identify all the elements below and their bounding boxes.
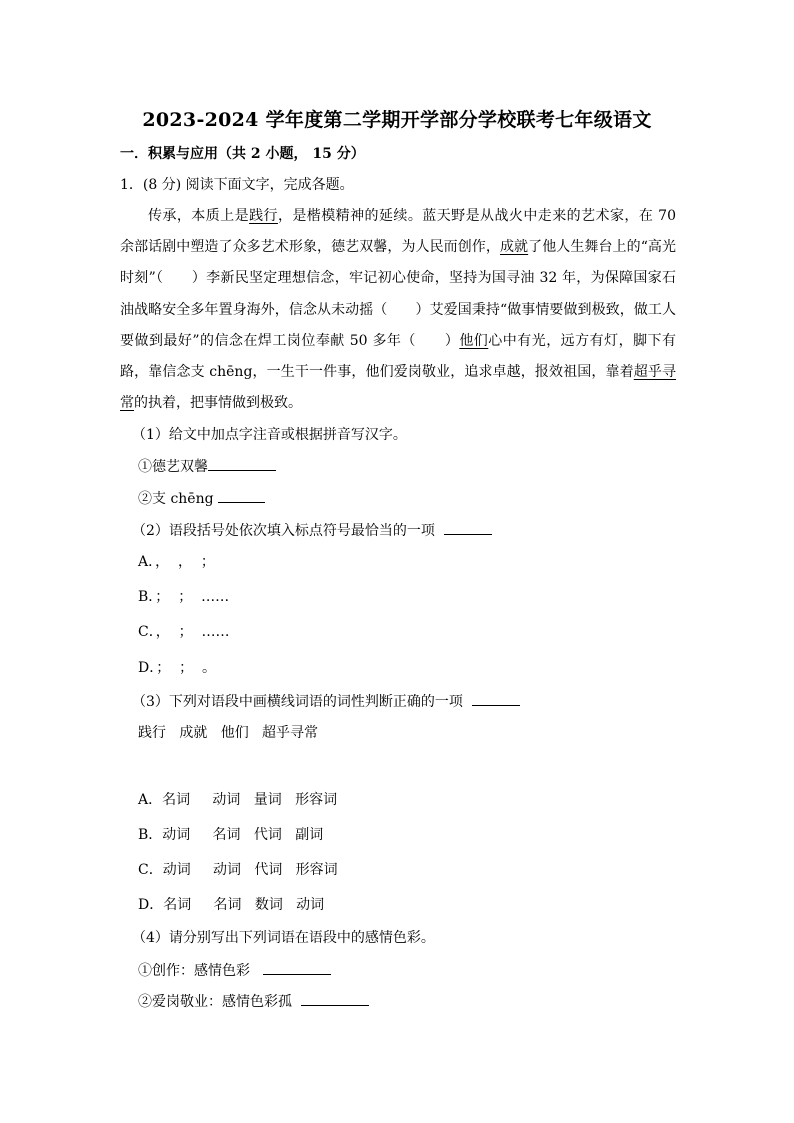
answer-blank[interactable] [301,991,369,1006]
option-a: A．， ， ； [138,554,215,570]
item-label: ②爱岗敬业：感情色彩孤 [138,994,292,1010]
question-1-head: 1．(8 分) 阅读下面文字，完成各题。 [120,177,354,193]
option-c: C．动词 动词 代词 形容词 [138,862,338,878]
underlined-word: 超乎寻常 [120,364,677,412]
sub-question-2-prompt [132,520,492,541]
option-d: D．名词 名词 数词 动词 [138,897,325,913]
answer-blank[interactable] [444,520,492,535]
underlined-word: 成就 [499,239,529,256]
underlined-words-list: 践行 成就 他们 超乎寻常 [138,725,319,741]
reading-passage [120,201,676,419]
underlined-word: 践行 [249,208,278,224]
underlined-word: 他们 [459,332,489,349]
item-label: ①德艺双馨 [138,459,208,475]
answer-blank[interactable] [208,456,276,471]
sub-question-3-prompt [132,691,520,712]
sub-question-1-item-2 [138,488,265,509]
option-c: C．， ； …… [138,624,230,640]
option-b: B．； ； …… [138,589,230,605]
sub-question-4-item-1 [138,960,331,981]
answer-blank[interactable] [218,488,265,503]
item-label: ②支 chēng [138,491,214,507]
option-b: B．动词 名词 代词 副词 [138,827,324,843]
passage-text: 传承，本质上是 [148,208,250,224]
answer-blank[interactable] [472,691,520,706]
sub-question-1-prompt: （1）给文中加点字注音或根据拼音写汉字。 [132,427,407,443]
option-a: A．名词 动词 量词 形容词 [138,792,338,808]
option-d: D．； ； 。 [138,660,217,676]
answer-blank[interactable] [263,960,331,975]
sub-question-4-prompt: （4）请分别写出下列词语在语段中的感情色彩。 [132,930,435,946]
sub-question-1-item-1 [138,456,276,477]
item-label: ①创作：感情色彩 [138,963,250,979]
section-heading: 一．积累与应用（共 2 小题， 15 分） [120,146,365,162]
exam-title: 2023-2024 学年度第二学期开学部分学校联考七年级语文 [142,109,652,131]
prompt-text: （2）语段括号处依次填入标点符号最恰当的一项 [132,523,435,539]
sub-question-4-item-2 [138,991,369,1012]
passage-text: 的执着，把事情做到极致。 [134,395,302,412]
passage-text: 了他人生舞台上的“高光时刻”（ ）李新民坚定理想信念，牢记初心使命，坚持为国寻油 32 年，为保障国家石油战略安全多年置身海外，信念从未动摇（ ）艾爱国秉持“做事情要做到极致，做工人要做到最好”的信念在焊工岗位奉献 50 多年（ ） [120,239,677,349]
passage-text: 心中有光，远方有灯，脚下有路，靠信念支 chēng，一生干一件事，他们爱岗敬业，追求卓越，报效祖国，靠着 [120,332,677,381]
passage-text: ，是楷模精神的延续。蓝天野是从战火中走来的艺术家，在 70 余部话剧中塑造了众多艺术形象，德艺双馨，为人民而创作， [120,208,677,256]
prompt-text: （3）下列对语段中画横线词语的词性判断正确的一项 [132,694,463,710]
